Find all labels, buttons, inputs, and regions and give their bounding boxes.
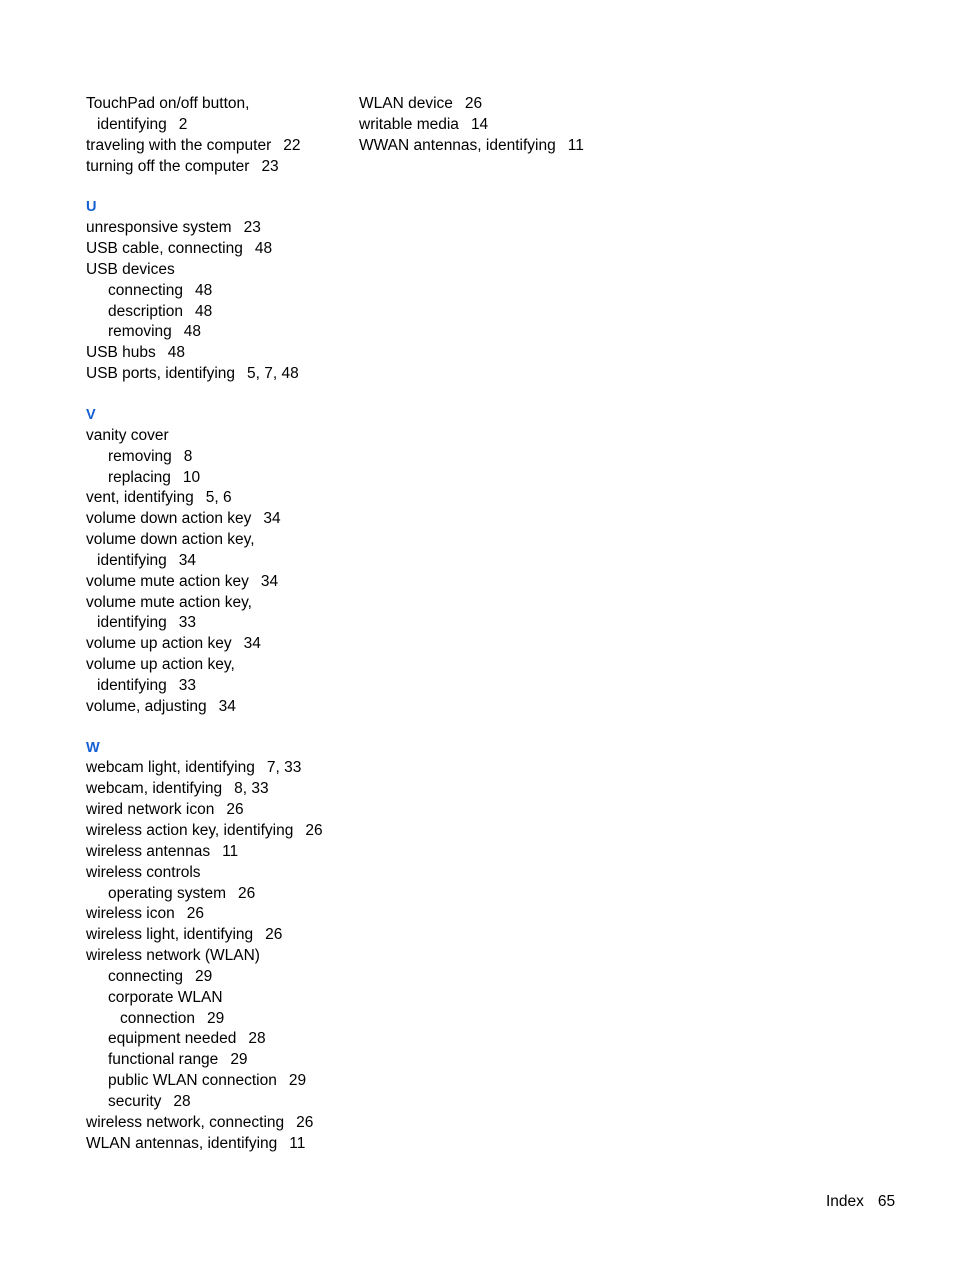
index-entry [86, 426, 348, 447]
index-page-refs: 8, 33 [234, 780, 269, 798]
index-entry [86, 488, 348, 509]
index-page-refs: 28 [248, 1030, 266, 1048]
index-page-refs: 34 [243, 635, 261, 653]
index-term: USB devices [86, 260, 175, 278]
index-term: security [108, 1092, 162, 1110]
index-entry [86, 842, 348, 863]
index-page-refs: 29 [194, 967, 213, 985]
index-term: unresponsive system [86, 219, 232, 237]
index-page-refs: 26 [464, 95, 483, 112]
index-page-refs: 5, 6 [205, 489, 232, 507]
index-page-refs: 23 [243, 219, 261, 237]
index-page-refs: 22 [283, 136, 301, 154]
index-subentry [86, 967, 348, 988]
index-page-refs: 48 [183, 323, 201, 341]
index-term: volume up action key [86, 635, 232, 653]
index-letter-heading: V [86, 406, 96, 423]
index-page-refs: 48 [194, 281, 213, 299]
index-term: USB hubs [86, 344, 156, 362]
index-page-refs: 26 [296, 1113, 314, 1131]
index-term: wireless network (WLAN) [86, 947, 260, 965]
index-term: writable media [359, 115, 459, 133]
index-entry-continuation [86, 613, 348, 634]
index-subentry [86, 468, 348, 489]
index-entry [86, 946, 348, 967]
index-term: equipment needed [108, 1030, 237, 1048]
index-entry [86, 136, 348, 157]
index-page-refs: 5, 7, 48 [247, 365, 299, 383]
index-term: identifying [97, 676, 167, 694]
index-page-refs: 7, 33 [266, 759, 302, 777]
index-page-refs: 26 [265, 926, 283, 944]
index-term: wireless controls [86, 863, 201, 881]
footer-page-number: 65 [877, 1193, 896, 1210]
index-term: volume mute action key [86, 572, 249, 590]
index-page-refs: 33 [178, 614, 197, 632]
index-page-refs: 34 [263, 510, 281, 528]
index-entry [86, 530, 348, 551]
index-letter-heading: W [86, 739, 100, 756]
index-entry [86, 572, 348, 593]
index-subentry [86, 884, 348, 905]
index-entry [86, 94, 348, 115]
index-entry [86, 157, 348, 178]
index-letter-heading: U [86, 199, 97, 216]
index-entry [86, 509, 348, 530]
index-term: connecting [108, 967, 183, 985]
index-entry [86, 779, 348, 800]
index-entry [86, 821, 348, 842]
index-entry [86, 634, 348, 655]
index-page-refs: 34 [178, 551, 197, 569]
index-subentry [86, 302, 348, 323]
index-page-refs: 23 [261, 157, 279, 175]
index-term: traveling with the computer [86, 136, 272, 154]
index-entry [359, 115, 759, 136]
index-entry [86, 925, 348, 946]
index-term: connection [120, 1009, 195, 1027]
index-page-refs: 11 [222, 842, 239, 860]
index-term: wireless antennas [86, 842, 211, 860]
index-page-refs: 48 [167, 344, 186, 362]
index-term: vanity cover [86, 426, 169, 444]
index-term: volume down action key [86, 510, 252, 528]
index-term: connecting [108, 281, 183, 299]
index-term: webcam, identifying [86, 780, 223, 798]
index-entry [86, 218, 348, 239]
index-term: wireless light, identifying [86, 926, 254, 944]
index-entry [86, 343, 348, 364]
index-entry [86, 239, 348, 260]
index-term: volume up action key, [86, 656, 235, 674]
index-subentry [86, 1050, 348, 1071]
index-term: volume, adjusting [86, 697, 207, 715]
index-entry-continuation [86, 551, 348, 572]
index-term: public WLAN connection [108, 1072, 277, 1090]
index-term: WLAN antennas, identifying [86, 1134, 278, 1152]
index-subentry [86, 447, 348, 468]
index-term: WLAN device [359, 95, 453, 112]
index-entry-continuation [86, 1009, 348, 1030]
index-page-refs: 14 [470, 115, 489, 133]
index-entry [86, 800, 348, 821]
index-term: replacing [108, 468, 171, 486]
index-page-refs: 48 [194, 302, 213, 320]
page-footer [826, 1191, 895, 1212]
index-term: removing [108, 323, 172, 341]
index-term: removing [108, 447, 172, 465]
index-entry [359, 136, 759, 157]
index-page-refs: 8 [183, 447, 193, 465]
index-entry-continuation [86, 115, 348, 136]
index-term: identifying [97, 551, 167, 569]
index-page-refs: 11 [567, 136, 584, 154]
index-page-refs: 26 [186, 905, 204, 923]
index-page-refs: 29 [230, 1051, 248, 1069]
index-entry [86, 1113, 348, 1134]
index-term: TouchPad on/off button, [86, 95, 250, 112]
index-term: wireless icon [86, 905, 175, 923]
index-entry [359, 94, 759, 115]
index-page-refs: 26 [226, 801, 244, 819]
index-term: identifying [97, 115, 167, 133]
index-subentry [86, 1092, 348, 1113]
index-entry [86, 863, 348, 884]
index-term: identifying [97, 614, 167, 632]
index-page-refs: 34 [260, 572, 279, 590]
footer-label: Index [826, 1193, 864, 1210]
index-page-refs: 29 [288, 1072, 307, 1090]
index-subentry [86, 1071, 348, 1092]
index-entry [86, 758, 348, 779]
index-entry [86, 655, 348, 676]
index-entry [86, 260, 348, 281]
index-term: WWAN antennas, identifying [359, 136, 556, 154]
index-column-left [86, 94, 348, 1155]
index-page-refs: 26 [238, 884, 256, 902]
index-page-refs: 10 [182, 468, 201, 486]
index-entry [86, 1134, 348, 1155]
index-subentry [86, 281, 348, 302]
index-page-refs: 33 [178, 676, 197, 694]
index-page-refs: 29 [206, 1009, 225, 1027]
index-term: wireless network, connecting [86, 1113, 285, 1131]
index-page-refs: 2 [178, 115, 188, 133]
index-page-refs: 26 [305, 822, 323, 839]
index-term: turning off the computer [86, 157, 250, 175]
index-column-right [359, 94, 759, 157]
index-term: operating system [108, 884, 227, 902]
index-page-refs: 28 [173, 1092, 191, 1110]
index-entry [86, 904, 348, 925]
index-term: functional range [108, 1051, 219, 1069]
index-entry [86, 697, 348, 718]
index-term: description [108, 302, 183, 320]
index-subentry [86, 988, 348, 1009]
index-entry-continuation [86, 676, 348, 697]
index-term: volume down action key, [86, 531, 255, 549]
index-page-refs: 34 [218, 697, 236, 715]
index-term: webcam light, identifying [86, 759, 255, 777]
index-term: volume mute action key, [86, 593, 252, 611]
index-entry [86, 364, 348, 385]
index-term: wired network icon [86, 801, 215, 819]
index-term: vent, identifying [86, 489, 194, 507]
index-term: USB ports, identifying [86, 365, 236, 383]
index-term: wireless action key, identifying [86, 822, 294, 839]
index-subentry [86, 1029, 348, 1050]
index-term: corporate WLAN [108, 988, 223, 1006]
index-page-refs: 11 [289, 1134, 306, 1152]
index-page-refs: 48 [254, 240, 273, 258]
index-entry [86, 593, 348, 614]
index-subentry [86, 322, 348, 343]
index-term: USB cable, connecting [86, 240, 243, 258]
